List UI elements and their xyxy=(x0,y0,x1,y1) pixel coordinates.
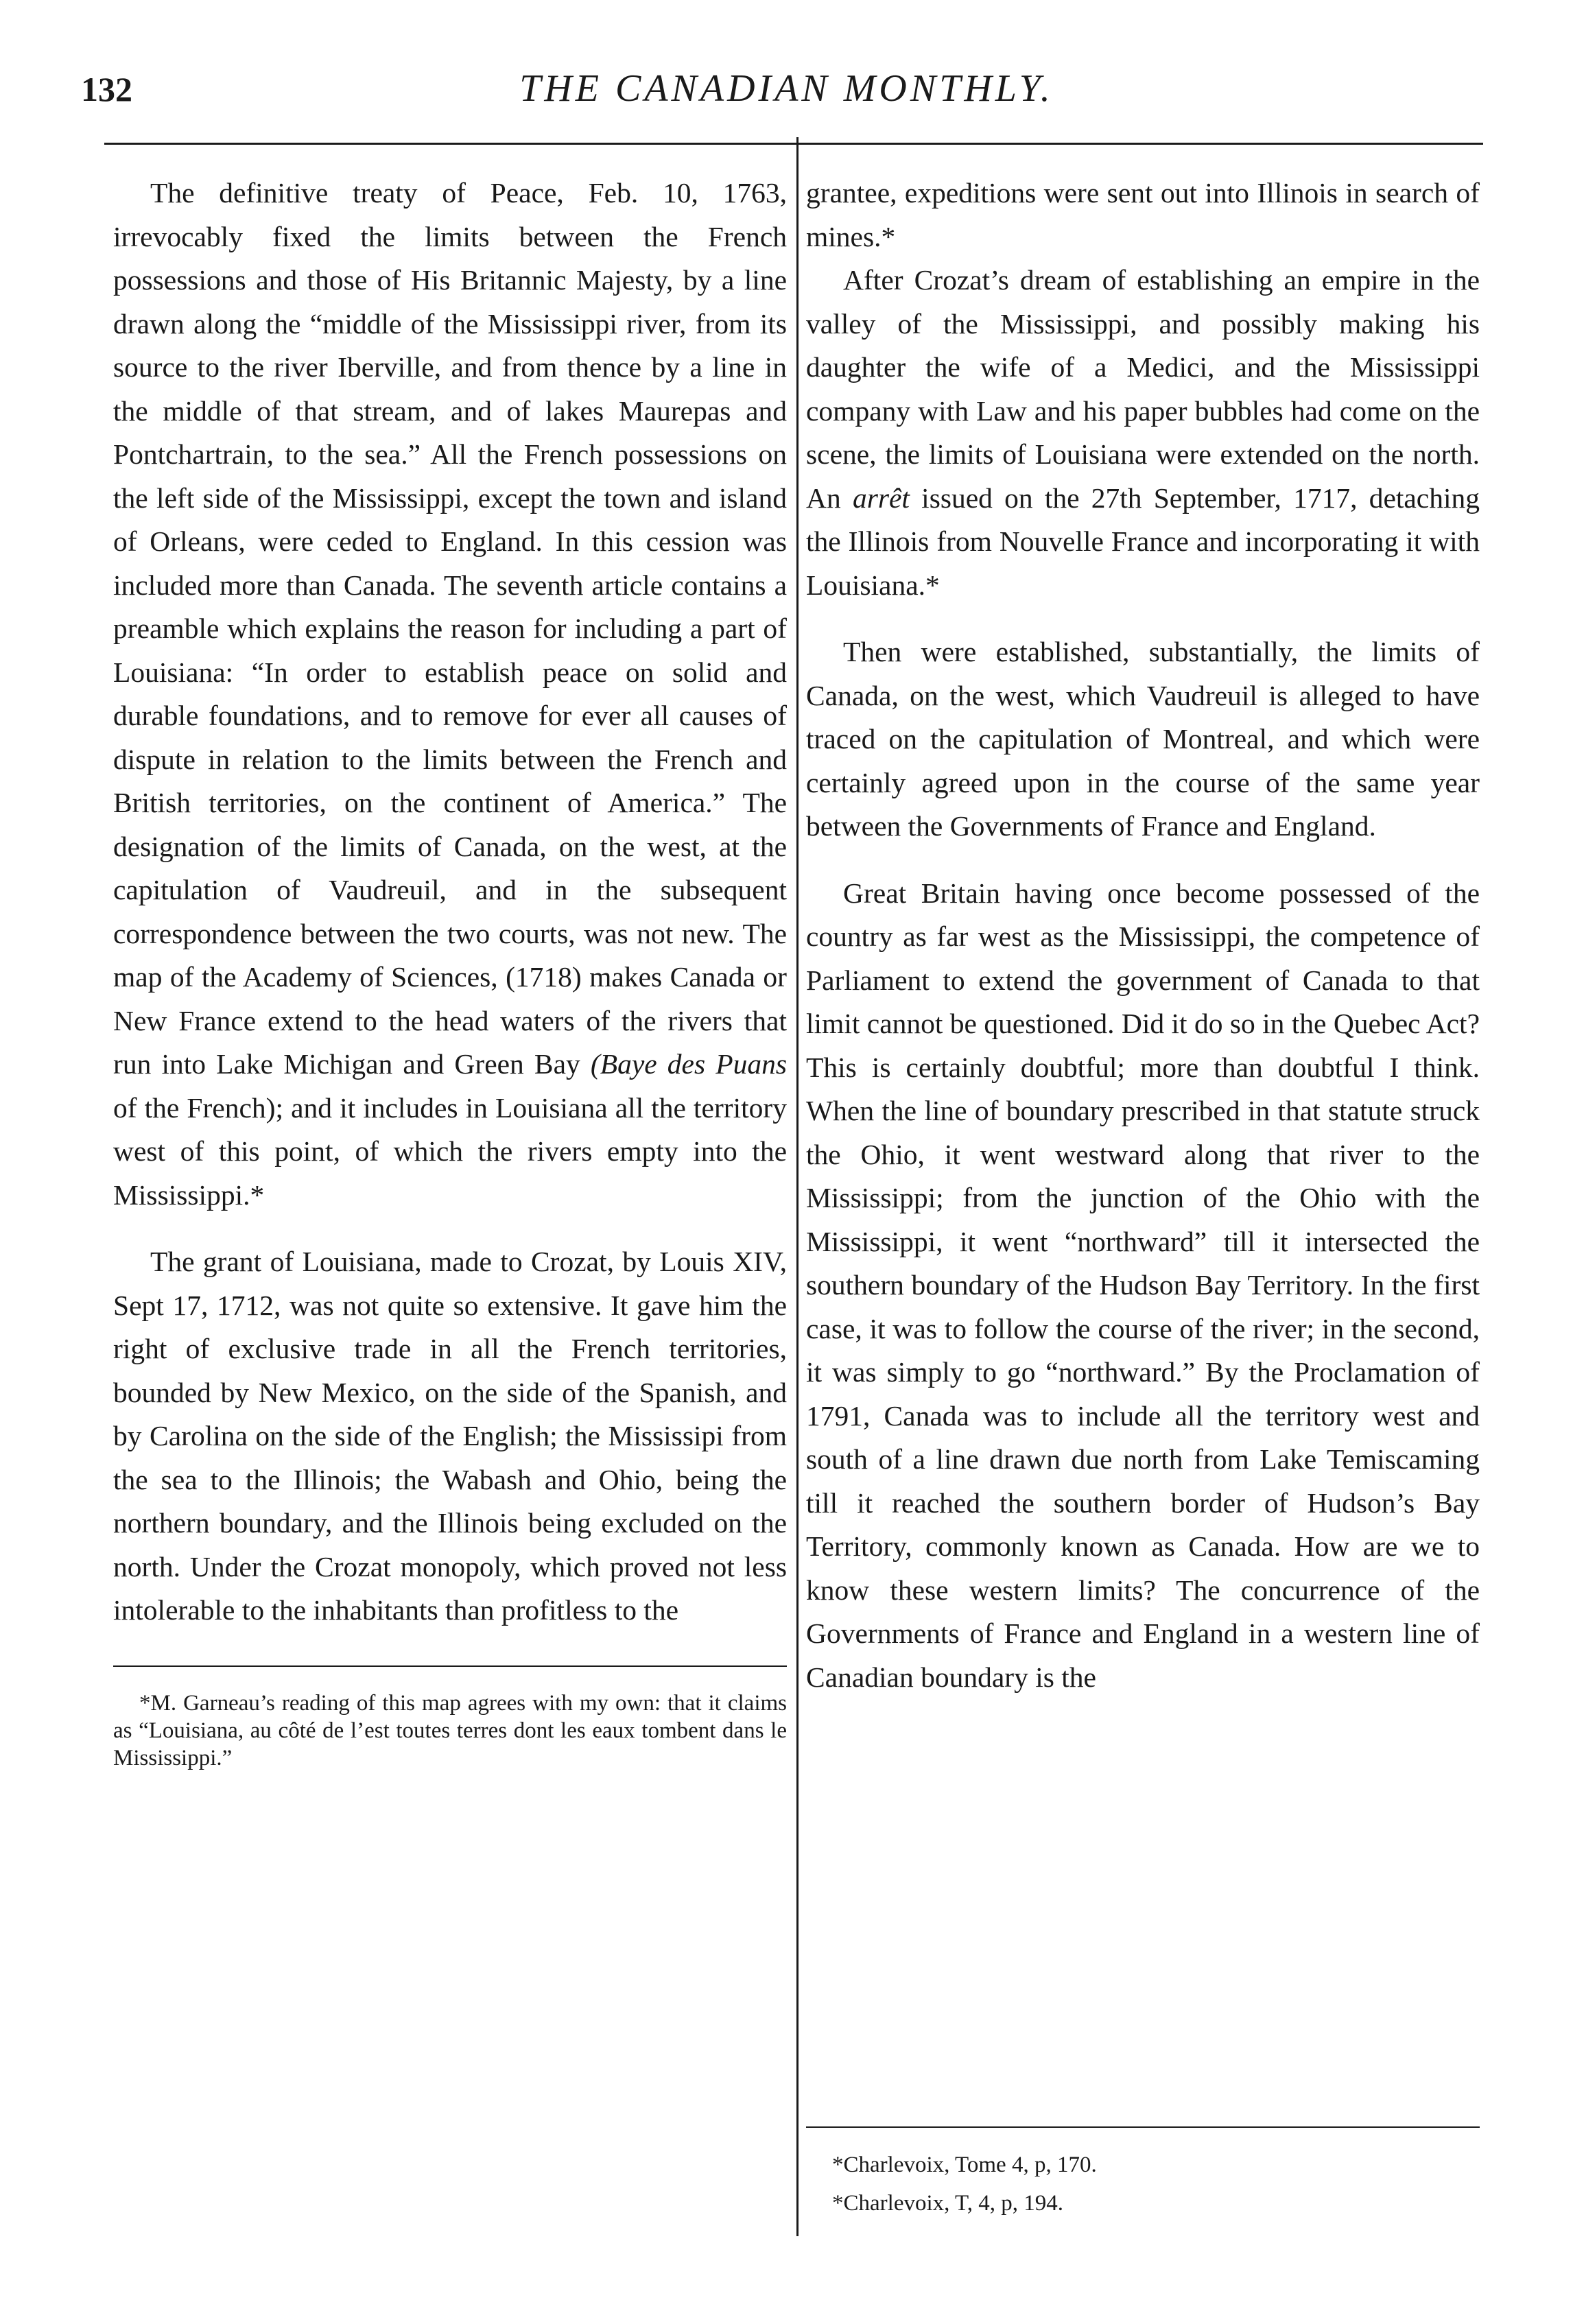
footnotes-right xyxy=(806,2146,1480,2222)
paragraph-great-britain: Great Britain having once become possessed of the country as far west as the Mississippi, the competence of Parliament to extend the government of Canada to that limit cannot be questioned. Did it do so in the Quebec Act? This is certainly doubtful; more than doubtful I think. When the line of boundary prescribed in that statute struck the Ohio, it went westward along that river to the Mississippi; from the junction of the Ohio with the Mississippi, it went “northward” till it intersected the southern boundary of the Hudson Bay Territory. In the first case, it was to follow the course of the river; in the second, it was simply to go “northward.” By the Proclamation of 1791, Canada was to include all the territory west and south of a line drawn due north from Lake Temiscaming till it reached the southern border of Hudson’s Bay Territory, commonly known as Canada. How are we to know these western limits? The concurrence of the Governments of France and England in a western line of Canadian boundary is the xyxy=(806,877,1480,1693)
italic-word: arrêt xyxy=(852,482,910,514)
right-column xyxy=(806,171,1480,1699)
running-title: THE CANADIAN MONTHLY. xyxy=(519,67,1054,110)
paragraph-text-tail: of the French); and it includes in Louisiana all the territory west of this point, of which the rivers empty into the Mississippi.* xyxy=(113,1091,787,1211)
footnote-rule-left xyxy=(113,1665,787,1667)
footnote-charlevoix-2: *Charlevoix, T, 4, p, 194. xyxy=(832,2191,1063,2216)
paragraph-grant-of-louisiana: The grant of Louisiana, made to Crozat, by Louis XIV, Sept 17, 1712, was not quite so extensive. It gave him the right of exclusive trade in all the French territories, bounded by New Mexico, on the side of the Spanish, and by Carolina on the side of the English; the Mississipi from the sea to the Illinois; the Wabash and Ohio, being the northern boundary, and the Illinois being excluded on the north. Under the Crozat monopoly, which proved not less intolerable to the inhabitants than profitless to the xyxy=(113,1246,787,1626)
paragraph-text: After Crozat’s dream of establishing an empire in the valley of the Mississippi, and possibly making his daughter the wife of a Medici, and the Mississippi company with Law and his paper bubbles had come on the scene, the limits of Louisiana were extended on the north. An xyxy=(806,264,1480,514)
column-divider xyxy=(796,137,799,2236)
paragraph-limits-of-canada: Then were established, substantially, the limits of Canada, on the west, which Vaudreuil is alleged to have traced on the capitulation of Montreal, and which were certainly agreed upon in the course of the same year between the Governments of France and England. xyxy=(806,636,1480,842)
footnote-charlevoix-1: *Charlevoix, Tome 4, p, 170. xyxy=(832,2153,1097,2177)
paragraph-text-tail: issued on the 27th September, 1717, detaching the Illinois from Nouvelle France and incorporating it with Louisiana.* xyxy=(806,482,1480,601)
italic-phrase: (Baye des Puans xyxy=(590,1048,787,1080)
footnote-left: *M. Garneau’s reading of this map agrees with my own: that it claims as “Louisiana, au côté de l’est toutes terres dont les eaux tombent dans le Mississippi.” xyxy=(113,1691,787,1770)
left-column xyxy=(113,171,787,1633)
page-header xyxy=(0,0,1573,158)
page-number: 132 xyxy=(81,70,132,108)
paragraph-text: The definitive treaty of Peace, Feb. 10, 1763, irrevocably fixed the limits between the French possessions and those of His Britannic Majesty, by a line drawn along the “middle of the Mississippi river, from its source to the river Iberville, and from thence by a line in the middle of that stream, and of lakes Maurepas and Pontchartrain, to the sea.” All the French possessions on the left side of the Mississippi, except the town and island of Orleans, were ceded to England. In this cession was included more than Canada. The seventh article contains a preamble which explains the reason for including a part of Louisiana: “In order to establish peace on solid and durable foundations, and to remove for ever all causes of dispute in relation to the limits between the French and British territories, on the continent of America.” The designation of the limits of Canada, on the west, at the capitulation of Vaudreuil, and in the subsequent correspondence between the two courts, was not new. The map of the Academy of Sciences, (1718) makes Canada or New France extend to the head waters of the rivers that run into Lake Michigan and Green Bay xyxy=(113,177,787,1080)
footnote-rule-right xyxy=(806,2126,1480,2128)
paragraph-treaty-of-peace xyxy=(113,171,787,1217)
header-rule xyxy=(104,143,1483,145)
paragraph-continuation: grantee, expeditions were sent out into Illinois in search of mines.* xyxy=(806,177,1480,252)
paragraph-crozat-dream xyxy=(806,259,1480,607)
